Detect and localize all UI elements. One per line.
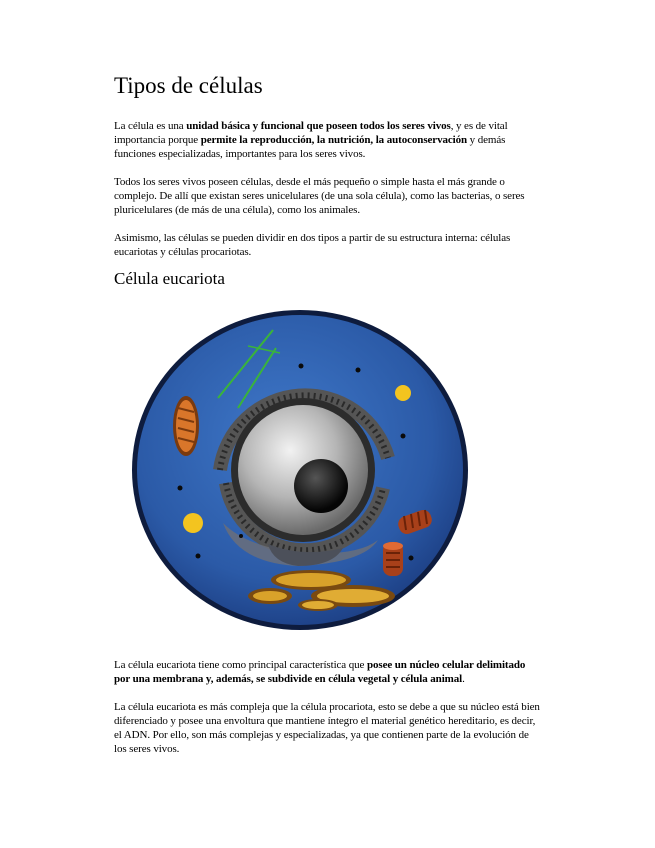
- text-run: La célula es una: [114, 120, 187, 132]
- intro-paragraph-3: Asimismo, las células se pueden dividir en dos tipos a partir de su estructura interna: células eucariotas y células procariotas.: [114, 232, 511, 258]
- text-run: La célula eucariota tiene como principal característica que: [114, 659, 367, 671]
- text-run: y demás funciones especializadas, importantes para los seres vivos.: [114, 134, 506, 160]
- section-paragraph-2: La célula eucariota es más compleja que la célula procariota, esto se debe a que su núcleo está bien diferenciado y posee una envoltura que mantiene íntegro el material genético hereditario, es decir, el ADN. Por ello, son más complejas y especializadas, ya que contienen parte de la evolución de los seres vivos.: [114, 701, 540, 755]
- section-paragraph-1: [114, 658, 542, 686]
- mitochondrion: [383, 542, 403, 576]
- vesicle: [183, 513, 203, 533]
- page-title: Tipos de células: [114, 73, 263, 98]
- mitochondrion: [173, 396, 199, 456]
- nucleolus: [294, 459, 348, 513]
- intro-paragraph-1: [114, 119, 542, 161]
- document-body: [114, 72, 542, 288]
- text-run: , y es de vital importancia porque: [114, 120, 508, 146]
- section-body: [114, 658, 542, 770]
- cell-diagram-svg: [128, 308, 473, 638]
- text-run: .: [462, 673, 465, 685]
- vesicle: [395, 385, 411, 401]
- bold-text-run: permite la reproducción, la nutrición, la autoconservación: [200, 134, 468, 146]
- section-heading: Célula eucariota: [114, 269, 225, 288]
- bold-text-run: unidad básica y funcional que poseen todos los seres vivos: [186, 120, 451, 132]
- intro-paragraph-2: Todos los seres vivos poseen células, desde el más pequeño o simple hasta el más grande o complejo. De allí que existan seres unicelulares (de una sola célula), como las bacterias, o seres pluricelulares (de más de una célula), como los animales.: [114, 176, 525, 216]
- eukaryotic-cell-illustration: [128, 308, 473, 638]
- bold-text-run: posee un núcleo celular delimitado por una membrana y, además, se subdivide en célula vegetal y célula animal: [114, 659, 526, 685]
